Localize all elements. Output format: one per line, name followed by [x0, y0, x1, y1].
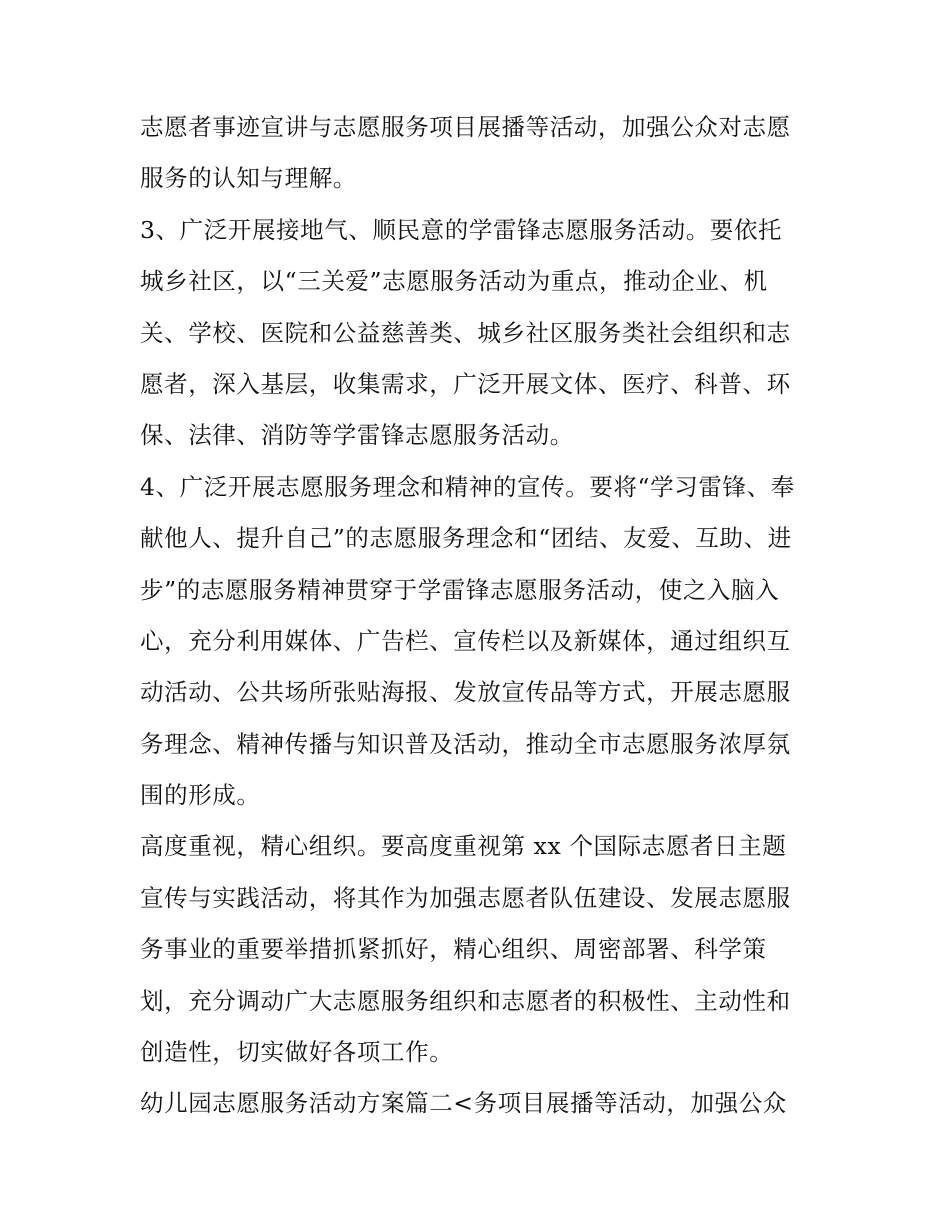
text-line: 关、学校、医院和公益慈善类、城乡社区服务类社会组织和志 — [140, 318, 791, 347]
text-line: 宣传与实践活动，将其作为加强志愿者队伍建设、发展志愿服 — [140, 883, 791, 912]
text-line: 创造性，切实做好各项工作。 — [140, 1038, 454, 1067]
text-line: 心，充分利用媒体、广告栏、宣传栏以及新媒体，通过组织互 — [140, 626, 791, 655]
text-line: 志愿者事迹宣讲与志愿服务项目展播等活动，加强公众对志愿 — [140, 113, 791, 141]
text-line: 务事业的重要举措抓紧抓好，精心组织、周密部署、科学策 — [140, 935, 767, 964]
text-line: 献他人、提升自己”的志愿服务理念和“团结、友爱、互助、进 — [140, 524, 792, 553]
text-line: 城乡社区，以“三关爱”志愿服务活动为重点，推动企业、机 — [140, 267, 768, 296]
text-line: 幼儿园志愿服务活动方案篇二<务项目展播等活动，加强公众 — [140, 1089, 787, 1118]
text-line: 服务的认知与理解。 — [140, 164, 357, 193]
text-line: 划，充分调动广大志愿服务组织和志愿者的积极性、主动性和 — [140, 986, 791, 1015]
document-body — [140, 102, 820, 1130]
text-line: 围的形成。 — [140, 781, 261, 810]
text-line: 动活动、公共场所张贴海报、发放宣传品等方式，开展志愿服 — [140, 678, 791, 707]
text-line: 步”的志愿服务精神贯穿于学雷锋志愿服务活动，使之入脑入 — [140, 575, 780, 604]
text-line: 务理念、精神传播与知识普及活动，推动全市志愿服务浓厚氛 — [140, 729, 791, 758]
text-line: 3、广泛开展接地气、顺民意的学雷锋志愿服务活动。要依托 — [140, 215, 783, 244]
text-line: 高度重视，精心组织。要高度重视第 xx 个国际志愿者日主题 — [140, 832, 787, 861]
text-line: 愿者，深入基层，收集需求，广泛开展文体、医疗、科普、环 — [140, 369, 791, 398]
text-line: 保、法律、消防等学雷锋志愿服务活动。 — [140, 421, 574, 450]
text-line: 4、广泛开展志愿服务理念和精神的宣传。要将“学习雷锋、奉 — [140, 472, 795, 501]
